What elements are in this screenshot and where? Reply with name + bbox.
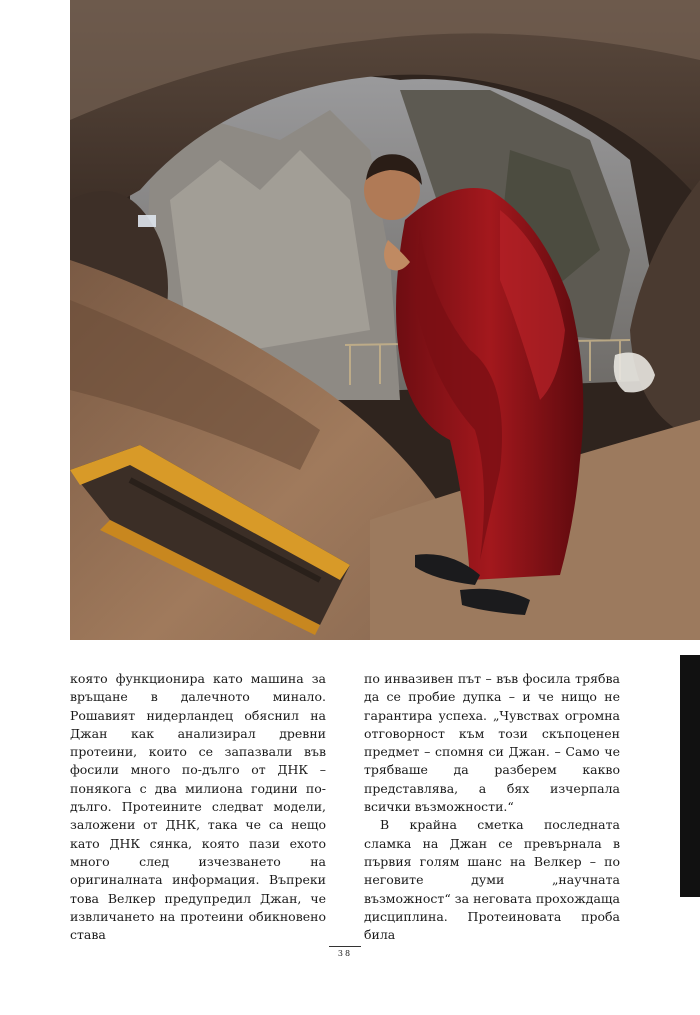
cave-photo [70,0,700,640]
paragraph: В крайна сметка последната сламка на Джан се превърнала в първия голям шанс на Велкер – по неговите думи „научната възможност“ за неговата прохождаща дисциплина. Протеиновата проба била [364,817,620,943]
section-tab [680,655,700,897]
paragraph: по инвазивен път – във фосила трябва да се пробие дупка – и че нищо не гарантира успеха. „Чувствах огромна отговорност към този скъпоценен предмет – спомня си Джан. – Само че трябваше да разберем какво представлява, а бях изчерпала всички възможности.“ [364,671,620,815]
text-column-right [364,670,620,944]
text-column-left [70,670,326,944]
page-number: 38 [337,949,353,958]
praying-monk-illustration [70,0,700,640]
page-number-rule [329,946,361,947]
paragraph: която функционира като машина за връщане в далечното минало. Рошавият нидерландец обяснил на Джан как анализирал древни протеини, които се запазвали във фосили много по-дълго от ДНК – понякога с два милиона години по-дълго. Протеините следват модели, заложени от ДНК, така че са нещо като ДНК сянка, която пази ехото много след изчезването на оригиналната информация. Въпреки това Велкер предупредил Джан, че извличането на протеини обикновено става [70,671,326,943]
